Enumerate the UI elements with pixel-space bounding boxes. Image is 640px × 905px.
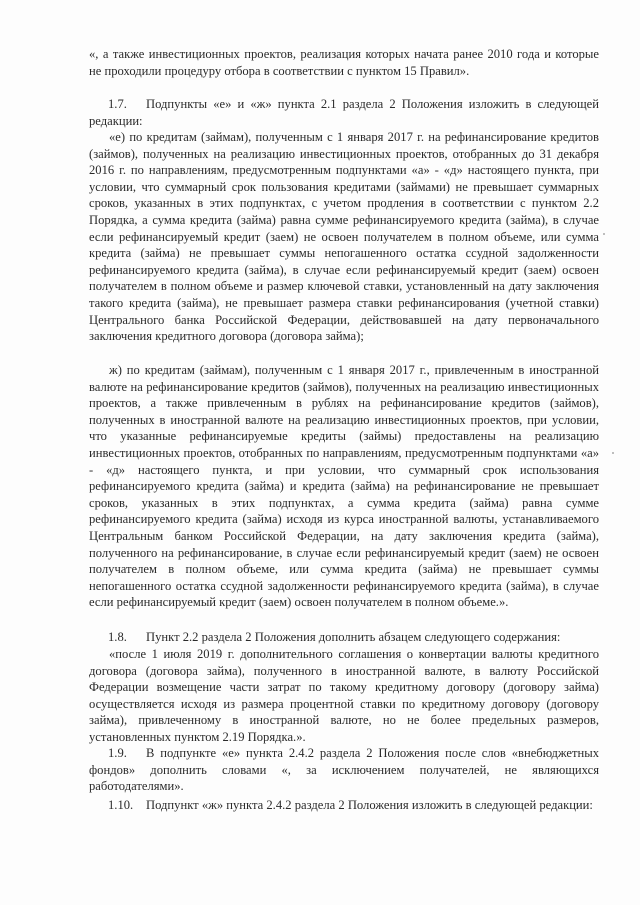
section-1-7 (89, 96, 599, 129)
section-heading-text: Пункт 2.2 раздела 2 Положения дополнить абзацем следующего содержания: (146, 630, 561, 644)
section-1-8 (89, 629, 599, 646)
section-1-10 (89, 797, 599, 814)
subparagraph-zh (89, 362, 599, 611)
section-heading (89, 629, 599, 646)
section-number: 1.7. (108, 97, 127, 111)
paragraph-subpoint-zh: ж) по кредитам (займам), полученным с 1 января 2017 г., привлеченным в иностранной валюте на рефинансирование кредитов (займов), полученных на реализацию инвестиционных проектов, а также привлеченным в рублях на рефинансирование кредитов (займов), полученных в иностранной валюте на реализацию инвестиционных проектов, при условии, что указанные рефинансируемые кредиты (займы) предоставлены на реализацию инвестиционных проектов, отобранных по направлениям, предусмотренным подпунктами «а» - «д» настоящего пункта, и при условии, что суммарный срок использования рефинансируемого кредита (займа) и кредита (займа) на рефинансирование не превышает сроков, указанных в этих подпунктах, а сумма кредита (займа) равна сумме рефинансируемого кредита (займа) исходя из курса иностранной валюты, устанавливаемого Центральным банком Российской Федерации, на дату заключения кредита (займа), полученного на рефинансирование, в случае если рефинансируемый кредит (заем) не освоен получателем в полном объеме, или сумма кредита (займа) не превышает суммы непогашенного остатка ссудной задолженности рефинансируемого кредита (займа), в случае если рефинансируемый кредит (заем) освоен получателем в полном объеме.». (89, 363, 599, 610)
section-number: 1.9. (108, 746, 127, 760)
paragraph-intro-tail: «, а также инвестиционных проектов, реализация которых начата ранее 2010 года и которые не проходили процедуру отбора в соответствии с пунктом 15 Правил». (89, 47, 599, 78)
section-1-8-body (89, 646, 599, 746)
subparagraph-e (89, 129, 599, 345)
scan-speck (603, 233, 605, 235)
section-heading-text: Подпункты «е» и «ж» пункта 2.1 раздела 2 Положения изложить в следующей редакции: (89, 97, 599, 128)
section-heading-text: Подпункт «ж» пункта 2.4.2 раздела 2 Положения изложить в следующей редакции: (146, 798, 593, 812)
section-heading (89, 797, 599, 814)
paragraph-subpoint-e: «е) по кредитам (займам), полученным с 1 января 2017 г. на рефинансирование кредитов (займов), полученных на реализацию инвестиционных проектов, отобранных до 31 декабря 2016 г. по направлениям, предусмотренным подпунктами «а» - «д» настоящего пункта, при условии, что суммарный срок пользования кредитами (займами) не превышает суммарных сроков, указанных в этих подпунктах, с учетом продления в соответствии с пунктом 2.2 Порядка, а сумма кредита (займа) равна сумме рефинансируемого кредита (займа), в случае если рефинансируемый кредит (заем) не освоен получателем в полном объеме, или сумма кредита (займа) не превышает суммы непогашенного остатка ссудной задолженности рефинансируемого кредита (займа), в случае если рефинансируемый кредит (заем) освоен получателем в полном объеме и размер ключевой ставки, установленный на дату заключения такого кредита (займа), не превышает размера ставки рефинансирования (учетной ставки) Центрального банка Российской Федерации, действовавшей на дату первоначального заключения кредитного договора (договора займа); (89, 130, 599, 344)
intro-fragment (89, 46, 599, 79)
section-heading (89, 745, 599, 795)
section-number: 1.10. (108, 798, 134, 812)
section-heading (89, 96, 599, 129)
scan-speck (612, 452, 614, 454)
section-number: 1.8. (108, 630, 127, 644)
paragraph-addition: «после 1 июля 2019 г. дополнительного соглашения о конвертации валюты кредитного договора (договора займа), полученного в иностранной валюте, в валюту Российской Федерации возмещение части затрат по такому кредитному договору (договору займа) осуществляется исходя из размера процентной ставки по кредитному договору (договору займа), привлеченному в иностранной валюте, но не более предельных размеров, установленных пунктом 2.19 Порядка.». (89, 647, 599, 744)
section-heading-text: В подпункте «е» пункта 2.4.2 раздела 2 Положения после слов «внебюджетных фондов» дополнить словами «, за исключением получателей, не являющихся работодателями». (89, 746, 599, 794)
section-1-9 (89, 745, 599, 795)
